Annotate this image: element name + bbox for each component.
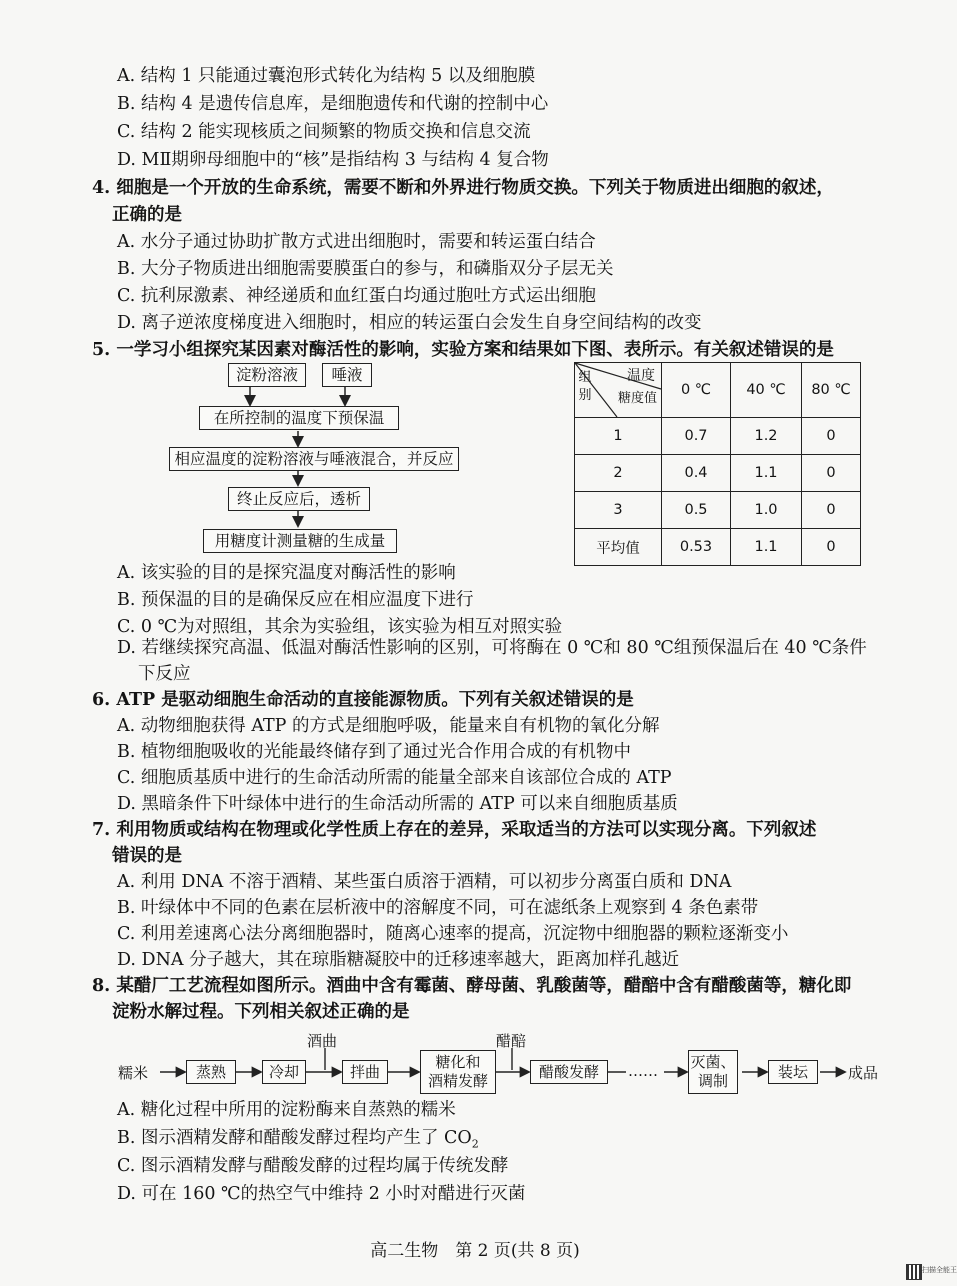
sterilize-label-1: 灭菌、: [690, 1053, 736, 1071]
column-header: 40 ℃: [731, 363, 802, 418]
page-footer: 高二生物 第 2 页(共 8 页): [370, 1241, 580, 1261]
q8-option-a: A. 糖化过程中所用的淀粉酶来自蒸熟的糯米: [117, 1100, 456, 1120]
q4-option-b: B. 大分子物质进出细胞需要膜蛋白的参与，和磷脂双分子层无关: [117, 259, 614, 279]
table-header-row: [575, 363, 861, 418]
table-cell: 0.7: [662, 418, 731, 455]
q3-option-a: A. 结构 1 只能通过囊泡形式转化为结构 5 以及细胞膜: [117, 66, 536, 86]
starch-solution-box: 淀粉溶液: [228, 363, 306, 387]
q4-option-d: D. 离子逆浓度梯度进入细胞时，相应的转运蛋白会发生自身空间结构的改变: [117, 313, 702, 333]
table-cell: 0: [802, 418, 861, 455]
q7-option-b: B. 叶绿体中不同的色素在层析液中的溶解度不同，可在滤纸条上观察到 4 条色素带: [117, 898, 759, 918]
co2-subscript: 2: [471, 1137, 479, 1151]
table-cell: 0.4: [662, 455, 731, 492]
steam-step-box: 蒸熟: [186, 1060, 236, 1084]
header-group: 组别: [578, 370, 592, 403]
sterilize-box: [688, 1050, 738, 1094]
table-cell: 0: [802, 492, 861, 529]
row-label: 2: [575, 455, 662, 492]
q5-stem: 5. 一学习小组探究某因素对酶活性的影响，实验方案和结果如下图、表所示。有关叙述错误的是: [92, 340, 834, 360]
q5-data-table: [574, 362, 861, 566]
row-label: 平均值: [575, 529, 662, 566]
table-cell: 1.1: [731, 455, 802, 492]
q4-stem: 4. 细胞是一个开放的生命系统，需要不断和外界进行物质交换。下列关于物质进出细胞的叙述，: [92, 178, 834, 198]
mix-qu-step-box: 拌曲: [342, 1060, 388, 1084]
table-cell: 1.1: [731, 529, 802, 566]
table-row: [575, 529, 861, 566]
q5-option-a: A. 该实验的目的是探究温度对酶活性的影响: [117, 563, 456, 583]
saccharify-ferment-box: [420, 1050, 496, 1094]
q7-stem: 7. 利用物质或结构在物理或化学性质上存在的差异，采取适当的方法可以实现分离。下列叙述: [92, 820, 817, 840]
row-label: 3: [575, 492, 662, 529]
q6-option-b: B. 植物细胞吸收的光能最终储存到了通过光合作用合成的有机物中: [117, 742, 631, 762]
sterilize-label-2: 调制: [697, 1072, 728, 1090]
row-label: 1: [575, 418, 662, 455]
q7-option-a: A. 利用 DNA 不溶于酒精、某些蛋白质溶于酒精，可以初步分离蛋白质和 DNA: [117, 872, 732, 892]
scanner-watermark: 扫描全能王: [922, 1266, 957, 1274]
q5-option-d: D. 若继续探究高温、低温对酶活性影响的区别，可将酶在 0 ℃和 80 ℃组预保温后在 40 ℃条件: [117, 638, 867, 658]
acetic-ferment-box: 醋酸发酵: [530, 1060, 608, 1084]
cupei-label: 醋醅: [496, 1032, 527, 1050]
header-temperature: 温度: [627, 368, 655, 384]
table-cell: 0: [802, 455, 861, 492]
glutinous-rice-label: 糯米: [118, 1064, 149, 1082]
product-label: 成品: [848, 1064, 879, 1082]
q3-option-b: B. 结构 4 是遗传信息库，是细胞遗传和代谢的控制中心: [117, 94, 549, 114]
table-row: [575, 418, 861, 455]
q8-option-c: C. 图示酒精发酵与醋酸发酵的过程均属于传统发酵: [117, 1156, 509, 1176]
table-corner-cell: [575, 363, 662, 418]
q8-stem: 8. 某醋厂工艺流程如图所示。酒曲中含有霉菌、酵母菌、乳酸菌等，醋醅中含有醋酸菌等，糖化即: [92, 976, 852, 996]
q3-option-d: D. MⅡ期卵母细胞中的“核”是指结构 3 与结构 4 复合物: [117, 150, 549, 170]
q7-option-c: C. 利用差速离心法分离细胞器时，随离心速率的提高，沉淀物中细胞器的颗粒逐渐变小: [117, 924, 789, 944]
q8-stem-cont: 淀粉水解过程。下列相关叙述正确的是: [112, 1002, 410, 1022]
jar-step-box: 装坛: [768, 1060, 818, 1084]
column-header: 0 ℃: [662, 363, 731, 418]
q8-option-d: D. 可在 160 ℃的热空气中维持 2 小时对醋进行灭菌: [117, 1184, 526, 1204]
saccharify-label-2: 酒精发酵: [427, 1072, 488, 1090]
column-header: 80 ℃: [802, 363, 861, 418]
header-sugar: 糖度值: [617, 391, 657, 406]
q8-option-b-text: B. 图示酒精发酵和醋酸发酵过程均产生了 CO: [117, 1128, 472, 1148]
q7-option-d: D. DNA 分子越大，其在琼脂糖凝胶中的迁移速率越大，距离加样孔越近: [117, 950, 680, 970]
measure-sugar-step-box: 用糖度计测量糖的生成量: [203, 529, 397, 553]
q6-option-a: A. 动物细胞获得 ATP 的方式是细胞呼吸，能量来自有机物的氧化分解: [117, 716, 660, 736]
q4-option-a: A. 水分子通过协助扩散方式进出细胞时，需要和转运蛋白结合: [117, 232, 596, 252]
q7-stem-cont: 错误的是: [112, 846, 182, 866]
q6-option-c: C. 细胞质基质中进行的生命活动所需的能量全部来自该部位合成的 ATP: [117, 768, 672, 788]
q6-option-d: D. 黑暗条件下叶绿体中进行的生命活动所需的 ATP 可以来自细胞质基质: [117, 794, 678, 814]
table-row: [575, 492, 861, 529]
table-cell: 1.0: [731, 492, 802, 529]
q6-stem: 6. ATP 是驱动细胞生命活动的直接能源物质。下列有关叙述错误的是: [92, 690, 634, 710]
table-cell: 1.2: [731, 418, 802, 455]
q5-option-b: B. 预保温的目的是确保反应在相应温度下进行: [117, 590, 474, 610]
mix-react-step-box: 相应温度的淀粉溶液与唾液混合，并反应: [169, 447, 459, 471]
prewarm-step-box: 在所控制的温度下预保温: [199, 406, 399, 430]
table-cell: 0: [802, 529, 861, 566]
q4-stem-cont: 正确的是: [112, 205, 182, 225]
q5-option-d-cont: 下反应: [138, 664, 191, 684]
q4-option-c: C. 抗利尿激素、神经递质和血红蛋白均通过胞吐方式运出细胞: [117, 286, 596, 306]
q3-option-c: C. 结构 2 能实现核质之间频繁的物质交换和信息交流: [117, 122, 531, 142]
dialysis-step-box: 终止反应后，透析: [228, 487, 370, 511]
saliva-box: 唾液: [322, 363, 372, 387]
table-row: [575, 455, 861, 492]
qr-code-icon: [906, 1264, 922, 1280]
jiuqu-label: 酒曲: [307, 1032, 338, 1050]
q8-option-b: [117, 1126, 479, 1157]
flow-ellipsis: ……: [628, 1062, 658, 1080]
table-cell: 0.5: [662, 492, 731, 529]
q5-option-c: C. 0 ℃为对照组，其余为实验组，该实验为相互对照实验: [117, 617, 563, 637]
saccharify-label-1: 糖化和: [435, 1053, 481, 1071]
table-cell: 0.53: [662, 529, 731, 566]
cool-step-box: 冷却: [262, 1060, 306, 1084]
